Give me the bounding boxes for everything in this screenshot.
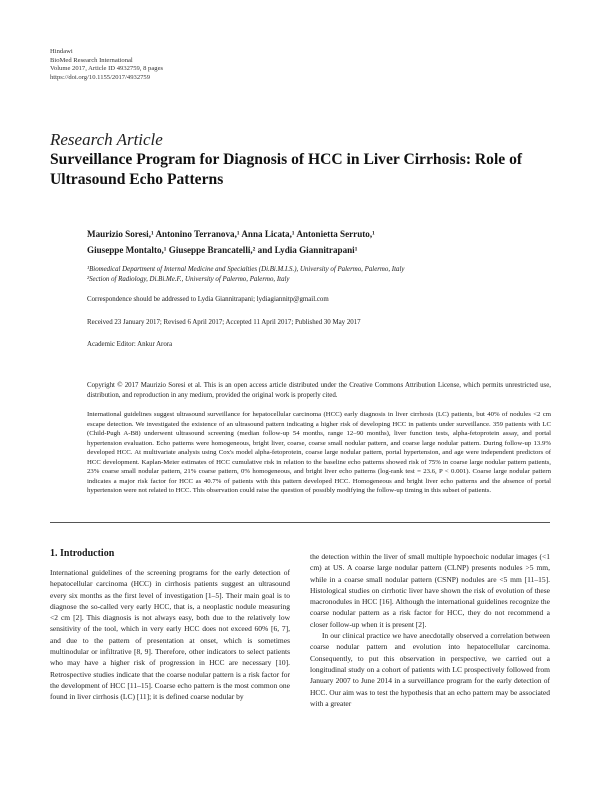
journal-header	[50, 48, 163, 82]
intro-paragraph-1: International guidelines of the screening programs for the early detection of hepatocellular carcinoma (HCC) in cirrhosis patients suggest an ultrasound every six months as the first level of investigation [1–5]. Their main goal is to diagnose the so-called very early HCC, that is, a neoplastic nodule measuring <2 cm [2]. This diagnosis is not always easy, both due to the relatively low sensitivity of the tool, which in very early HCC does not exceed 60% [6, 7], and due to the pattern of presentation at onset, which is sometimes multinodular or infiltrative [8, 9]. Therefore, other indicators to select patients who may have a higher risk of progression in HCC are necessary [10]. Retrospective studies indicate that the coarse nodular pattern is a risk factor for the development of HCC [11–15]. Coarse echo pattern is the most common one found in liver cirrhosis (LC) [11]; it is defined coarse nodular by	[50, 568, 290, 702]
affiliation-2: ²Section of Radiology, Di.Bi.Me.F., University of Palermo, Palermo, Italy	[87, 276, 290, 283]
journal-volume: Volume 2017, Article ID 4932759, 8 pages	[50, 65, 164, 73]
affiliations	[87, 265, 527, 285]
correspondence: Correspondence should be addressed to Lydia Giannitrapani; lydiagiannitp@gmail.com	[87, 296, 329, 303]
abstract: International guidelines suggest ultrasound surveillance for hepatocellular carcinoma (HCC) early diagnosis in liver cirrhosis (LC) patients, but 40% of nodules <2 cm escape detection. We investigated the existence of an ultrasound pattern indicating a higher risk of developing HCC in patients under surveillance. 359 patients with LC (Child-Pugh A-B8) underwent ultrasound screening (median follow-up 54 months, range 12–90 months), liver function tests, alpha-fetoprotein assay, and portal hypertension evaluation. Echo patterns were homogeneous, bright liver, coarse, coarse small nodular pattern, and coarse large nodular pattern. During follow-up 13.9% developed HCC. At multivariate analysis using Cox's model alpha-fetoprotein, coarse large nodular pattern, portal hypertension, and age were independent predictors of HCC development. Kaplan-Meier estimates of HCC cumulative risk in relation to the baseline echo patterns showed risk of 75% in coarse large nodular pattern patients, 23% coarse small nodular pattern, 21% coarse pattern, 0% homogeneous, and bright liver echo patterns (log-rank test = 23.6, P < 0.001). Coarse large nodular pattern indicates a major risk factor for HCC as 40.7% of patients with this pattern developed HCC. Homogeneous and bright liver echo patterns and the absence of portal hypertension were not related to HCC. This observation could raise the question of possibly modifying the follow-up timing in this subset of patients.	[87, 411, 551, 495]
intro-paragraph-3: In our clinical practice we have anecdotally observed a correlation between coarse nodular pattern and evolution into hepatocellular carcinoma. Consequently, to put this observation in perspective, we carried out a longitudinal study on a cohort of patients with LC prospectively followed from January 2007 to June 2014 in a surveillance program for the early detection of HCC. Our aim was to test the hypothesis that an echo pattern may be associated with a greater	[310, 631, 550, 708]
publisher-name: Hindawi	[50, 48, 73, 55]
publication-dates: Received 23 January 2017; Revised 6 April 2017; Accepted 11 April 2017; Published 30 May 2017	[87, 319, 361, 326]
author-list	[87, 226, 507, 258]
intro-right-column	[310, 551, 550, 709]
authors-line-1: Maurizio Soresi,¹ Antonino Terranova,¹ Anna Licata,¹ Antonietta Serruto,¹	[87, 229, 375, 239]
journal-doi[interactable]: https://doi.org/10.1155/2017/4932759	[50, 73, 151, 81]
copyright-notice: Copyright © 2017 Maurizio Soresi et al. This is an open access article distributed under the Creative Commons Attribution License, which permits unrestricted use, distribution, and reproduction in any medium, provided the original work is properly cited.	[87, 382, 551, 399]
journal-name: BioMed Research International	[50, 56, 133, 64]
article-type: Research Article	[50, 130, 163, 149]
affiliation-1: ¹Biomedical Department of Internal Medicine and Specialties (Di.Bi.M.I.S.), University of Palermo, Palermo, Italy	[87, 266, 405, 273]
intro-left-column	[50, 548, 290, 703]
article-title: Surveillance Program for Diagnosis of HCC in Liver Cirrhosis: Role of Ultrasound Echo Patterns	[50, 151, 523, 188]
academic-editor: Academic Editor: Ankur Arora	[87, 341, 173, 348]
intro-paragraph-2: the detection within the liver of small multiple hypoechoic nodular images (<1 cm) at US. A coarse large nodular pattern (CLNP) presents nodules >5 mm, while in a coarse small nodular pattern (CSNP) nodules are <5 mm [11–15]. Histological studies on cirrhotic liver have shown the risk of evolution of these macronodules in HCC [16]. Although the international guidelines recognize the coarse nodular pattern as a risk factor for HCC, they do not recommend a closer follow-up when it is present [2].	[310, 552, 550, 629]
authors-line-2: Giuseppe Montalto,¹ Giuseppe Brancatelli,² and Lydia Giannitrapani¹	[87, 245, 358, 255]
section-heading: 1. Introduction	[50, 548, 115, 559]
section-divider	[50, 522, 550, 523]
